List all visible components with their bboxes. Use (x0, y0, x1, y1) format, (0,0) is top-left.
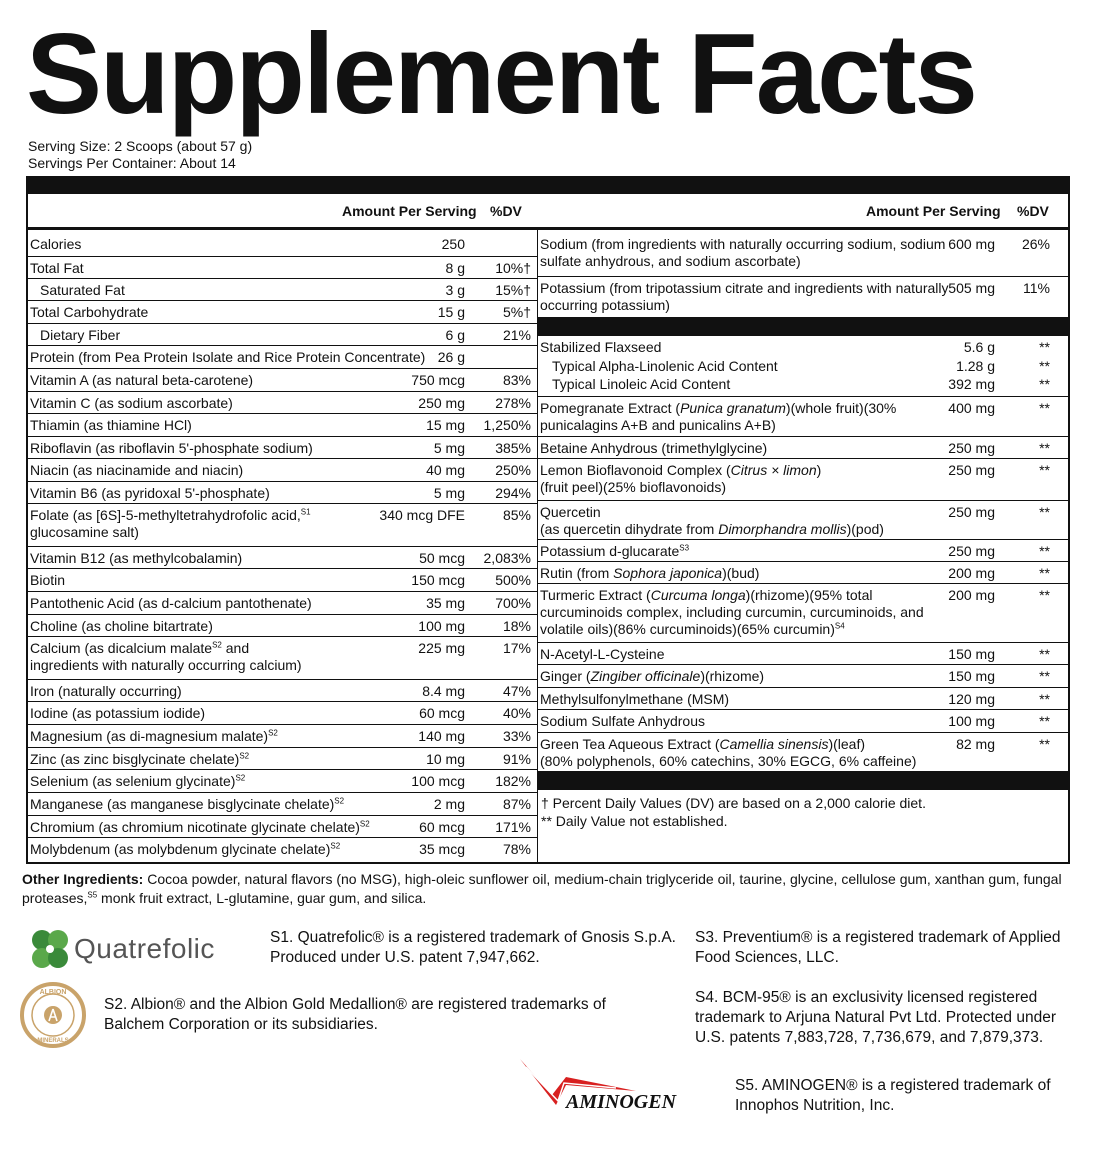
amount-header-right: Amount Per Serving (866, 203, 1001, 219)
nutrient-amount: 100 mg (948, 713, 995, 729)
label-text: Dietary Fiber (40, 327, 121, 343)
label-text: )(pod) (846, 521, 884, 537)
label-text-line2: (80% polyphenols, 60% catechins, 30% EGCG, 6% caffeine) (540, 753, 917, 769)
nutrient-amount: 225 mg (418, 640, 465, 656)
nutrient-label (540, 587, 924, 638)
latin-name: Zingiber officinale (590, 668, 701, 684)
footnote-mark: S5 (87, 890, 98, 900)
nutrient-amount: 200 mg (948, 565, 995, 581)
r-nutrient-row (538, 664, 1068, 687)
label-text: Green Tea Aqueous Extract ( (540, 736, 720, 752)
r-nutrient-row (538, 355, 1068, 373)
nutrient-dv: ** (1039, 646, 1050, 662)
r-nutrient-row (538, 561, 1068, 583)
label-text-line2: ingredients with naturally occurring calcium) (30, 657, 302, 673)
nutrient-dv: 5%† (502, 304, 531, 320)
nutrient-amount: 8.4 mg (422, 683, 465, 699)
l-nutrient-row (28, 815, 537, 837)
nutrient-label (552, 376, 730, 393)
nutrient-dv: 182% (495, 773, 531, 789)
nutrient-amount: 250 mg (948, 543, 995, 559)
other-ingredients-text: Cocoa powder, natural flavors (no MSG), high-oleic sunflower oil, medium-chain triglyceride oil, taurine, glycine, cellulose gum, xanthan gum, fungal proteases, (22, 871, 1062, 906)
nutrient-label (540, 504, 884, 538)
nutrient-label (540, 400, 896, 434)
r-nutrient-row (538, 687, 1068, 709)
nutrient-amount: 40 mg (426, 462, 465, 478)
nutrient-label (30, 683, 182, 700)
nutrient-label (540, 339, 661, 356)
nutrient-label (540, 691, 729, 708)
nutrient-label (40, 327, 120, 344)
nutrient-label (540, 668, 764, 685)
l-nutrient-row (28, 837, 537, 861)
l-nutrient-row (28, 233, 537, 256)
nutrient-label (30, 304, 148, 321)
nutrient-amount: 60 mcg (419, 819, 465, 835)
nutrient-label (540, 440, 767, 457)
nutrient-amount: 250 mg (418, 395, 465, 411)
nutrient-label (30, 773, 245, 790)
albion-bottom-text: MINERALS (37, 1038, 69, 1044)
nutrient-amount: 15 mg (426, 417, 465, 433)
quatrefolic-logo: Quatrefolic (74, 933, 215, 964)
latin-name: Dimorphandra mollis (718, 521, 847, 537)
nutrient-amount: 100 mg (418, 618, 465, 634)
nutrient-dv: 17% (502, 640, 531, 656)
aminogen-logo (516, 1055, 726, 1120)
footnote-mark: S2 (334, 796, 345, 806)
servings-per-container: Servings Per Container: About 14 (28, 155, 236, 171)
trademark-s2: S2. Albion® and the Albion Gold Medallion® are registered trademarks of Balchem Corporation or its subsidiaries. (104, 996, 606, 1033)
nutrient-amount: 250 mg (948, 462, 995, 478)
page-title: Supplement Facts (26, 11, 976, 138)
nutrient-amount: 392 mg (948, 376, 995, 392)
label-text: Sodium (from ingredients with naturally occurring sodium, sodium (540, 236, 946, 252)
nutrient-label (30, 572, 65, 589)
r-nutrient-row (538, 583, 1068, 642)
nutrient-dv: 87% (502, 796, 531, 812)
nutrient-label (30, 440, 313, 457)
label-text: Molybdenum (as molybdenum glycinate chelate) (30, 841, 331, 857)
label-text-line2: (fruit peel)(25% bioflavonoids) (540, 479, 726, 495)
label-text: )(rhizome)(95% total (745, 587, 873, 603)
nutrient-label (540, 646, 664, 663)
nutrient-label (30, 417, 192, 434)
l-nutrient-row (28, 481, 537, 503)
latin-name: Camellia sinensis (719, 736, 829, 752)
footnote-mark: S2 (235, 773, 246, 783)
nutrient-label (30, 260, 84, 277)
label-text: N-Acetyl-L-Cysteine (540, 646, 665, 662)
trademark-s1: S1. Quatrefolic® is a registered trademark of Gnosis S.p.A. Produced under U.S. patent 7,947,662. (270, 929, 676, 966)
nutrient-dv: 33% (502, 728, 531, 744)
latin-name: Sophora japonica (613, 565, 723, 581)
label-text: Niacin (as niacinamide and niacin) (30, 462, 244, 478)
label-text: Rutin (from (540, 565, 614, 581)
nutrient-amount: 250 mg (948, 504, 995, 520)
other-ingredients (22, 870, 1082, 908)
label-text: Saturated Fat (40, 282, 125, 298)
l-nutrient-row (28, 724, 537, 747)
nutrient-label (30, 841, 340, 858)
footnote-mark: S2 (268, 728, 278, 738)
label-text: Methylsulfonylmethane (MSM) (540, 691, 730, 707)
label-text: and (221, 640, 250, 656)
nutrient-amount: 6 g (445, 327, 465, 343)
l-nutrient-row (28, 546, 537, 568)
label-text-line2: curcuminoids complex, including curcumin, curcuminoids, and (540, 604, 924, 620)
label-text: Betaine Anhydrous (trimethylglycine) (540, 440, 768, 456)
nutrient-dv: 15%† (495, 282, 531, 298)
nutrient-amount: 400 mg (948, 400, 995, 416)
nutrient-amount: 750 mcg (411, 372, 465, 388)
nutrient-amount: 200 mg (948, 587, 995, 603)
nutrient-amount: 120 mg (948, 691, 995, 707)
quatrefolic-clover-icon (26, 926, 74, 974)
other-ingredients-label: Other Ingredients: (22, 871, 144, 887)
label-text: Vitamin C (as sodium ascorbate) (30, 395, 233, 411)
l-nutrient-row (28, 636, 537, 679)
l-nutrient-row (28, 769, 537, 792)
nutrient-label (30, 618, 213, 635)
l-nutrient-row (28, 256, 537, 278)
nutrient-dv: 47% (502, 683, 531, 699)
l-nutrient-row (28, 503, 537, 546)
label-text: Calories (30, 236, 82, 252)
l-nutrient-row (28, 701, 537, 724)
nutrient-amount: 50 mcg (419, 550, 465, 566)
footnote-mark: S2 (212, 640, 222, 650)
nutrient-label (540, 736, 916, 770)
label-text: )(rhizome) (700, 668, 765, 684)
r-nutrient-row (538, 539, 1068, 561)
nutrient-dv: ** (1039, 565, 1050, 581)
nutrient-dv: 171% (495, 819, 531, 835)
nutrient-label (30, 462, 243, 479)
albion-top-text: ALBION (39, 989, 67, 996)
label-text-line3: volatile oils)(86% curcuminoids)(65% curcumin) (540, 621, 835, 637)
label-text-line2: glucosamine salt) (30, 524, 139, 540)
l-nutrient-row (28, 413, 537, 436)
label-text: Vitamin B6 (as pyridoxal 5'-phosphate) (30, 485, 270, 501)
footnote-mark: S2 (239, 751, 250, 761)
l-nutrient-row (28, 368, 537, 391)
amount-header-left: Amount Per Serving (342, 203, 477, 219)
nutrient-dv: 26% (1021, 236, 1050, 252)
label-text-line2: punicalagins A+B and punicalins A+B) (540, 417, 776, 433)
label-text: Selenium (as selenium glycinate) (30, 773, 236, 789)
label-text: Lemon Bioflavonoid Complex ( (540, 462, 731, 478)
nutrient-dv: ** (1039, 587, 1050, 603)
label-text-line2: occurring potassium) (540, 297, 670, 313)
nutrient-label (30, 728, 278, 745)
nutrient-label (30, 550, 242, 567)
label-text: )(leaf) (828, 736, 866, 752)
nutrient-dv: ** (1039, 713, 1050, 729)
label-text: Pomegranate Extract ( (540, 400, 681, 416)
nutrient-dv: 500% (495, 572, 531, 588)
dv-footnote: † Percent Daily Values (DV) are based on a 2,000 calorie diet. (541, 795, 926, 811)
label-text: Vitamin A (as natural beta-carotene) (30, 372, 254, 388)
nutrient-label (30, 507, 311, 541)
nutrient-dv: ** (1039, 504, 1050, 520)
nutrient-dv: 40% (502, 705, 531, 721)
r-nutrient-row (538, 396, 1068, 436)
r-nutrient-row (538, 732, 1068, 771)
label-text: Riboflavin (as riboflavin 5'-phosphate sodium) (30, 440, 313, 456)
nutrient-amount: 3 g (445, 282, 465, 298)
nutrient-dv: 78% (502, 841, 531, 857)
nutrient-amount: 150 mg (948, 668, 995, 684)
nutrient-dv: 10%† (495, 260, 531, 276)
r-nutrient-row (538, 276, 1068, 317)
footnote-mark: S4 (834, 621, 845, 631)
l-nutrient-row (28, 391, 537, 413)
nutrient-label (30, 705, 205, 722)
label-text: Zinc (as zinc bisglycinate chelate) (30, 751, 240, 767)
label-text: Calcium (as dicalcium malate (30, 640, 213, 656)
nutrient-dv: 18% (502, 618, 531, 634)
trademark-s3: S3. Preventium® is a registered trademark of Applied Food Sciences, LLC. (695, 929, 1061, 966)
label-text: Quercetin (540, 504, 601, 520)
r-nutrient-row (538, 336, 1068, 355)
nutrient-amount: 1.28 g (956, 358, 995, 374)
label-text: Protein (from Pea Protein Isolate and Rice Protein Concentrate) (30, 349, 426, 365)
label-text: Iron (naturally occurring) (30, 683, 182, 699)
label-text: Magnesium (as di-magnesium malate) (30, 728, 269, 744)
l-nutrient-row (28, 458, 537, 481)
label-text: Sodium Sulfate Anhydrous (540, 713, 705, 729)
nutrient-dv: 91% (502, 751, 531, 767)
l-nutrient-row (28, 747, 537, 769)
nutrient-label (30, 395, 233, 412)
r-nutrient-row (538, 373, 1068, 396)
header-rule-left (28, 227, 537, 230)
nutrient-dv: 83% (502, 372, 531, 388)
nutrient-label (30, 819, 370, 836)
footnote-mark: S3 (679, 543, 690, 553)
nutrient-dv: 278% (495, 395, 531, 411)
nutrient-amount: 600 mg (948, 236, 995, 252)
label-text: Typical Alpha-Linolenic Acid Content (552, 358, 778, 374)
nutrient-dv: 385% (495, 440, 531, 456)
latin-name: Citrus × limon (730, 462, 817, 478)
nutrient-dv: ** (1039, 691, 1050, 707)
nutrient-dv: 21% (502, 327, 531, 343)
nutrient-label (40, 282, 125, 299)
nutrient-dv: ** (1039, 668, 1050, 684)
other-ingredients-text-cont: monk fruit extract, L-glutamine, guar gum, and silica. (97, 890, 427, 906)
r-nutrient-row (538, 500, 1068, 539)
nutrient-amount: 82 mg (956, 736, 995, 752)
nutrient-amount: 35 mcg (419, 841, 465, 857)
label-text: Choline (as choline bitartrate) (30, 618, 213, 634)
label-text-line2: (as quercetin dihydrate from (540, 521, 719, 537)
nutrient-amount: 150 mcg (411, 572, 465, 588)
r-nutrient-row (538, 436, 1068, 458)
nutrient-amount: 35 mg (426, 595, 465, 611)
nutrient-amount: 250 mg (948, 440, 995, 456)
label-text: Turmeric Extract ( (540, 587, 651, 603)
nutrient-dv: 250% (495, 462, 531, 478)
nutrient-label (30, 640, 302, 674)
label-text: )(whole fruit)(30% (785, 400, 897, 416)
nutrient-label (30, 595, 312, 612)
nutrient-amount: 150 mg (948, 646, 995, 662)
trademark-s4: S4. BCM-95® is an exclusivity licensed registered trademark to Arjuna Natural Pvt Ltd. Protected under U.S. patents 7,883,728, 7,736,679, and 7,879,373. (695, 989, 1056, 1046)
label-text: Potassium (from tripotassium citrate and ingredients with naturally (540, 280, 949, 296)
nutrient-dv: 11% (1023, 280, 1050, 296)
nutrient-amount: 5.6 g (963, 339, 995, 355)
nutrient-dv: 294% (495, 485, 531, 501)
l-nutrient-row (28, 323, 537, 345)
r-nutrient-row (538, 233, 1068, 276)
nutrient-amount: 10 mg (426, 751, 465, 767)
nutrient-dv: ** (1039, 543, 1050, 559)
l-nutrient-row (28, 614, 537, 636)
l-nutrient-row (28, 792, 537, 815)
label-text: Total Carbohydrate (30, 304, 149, 320)
nutrient-label (30, 751, 249, 768)
nutrient-amount: 5 mg (433, 440, 465, 456)
footnote-mark: S2 (330, 841, 341, 851)
aminogen-logo-text: AMINOGEN (566, 1091, 677, 1113)
r-nutrient-row (538, 642, 1068, 664)
header-rule-right (538, 227, 1068, 230)
nutrient-dv: ** (1039, 400, 1050, 416)
l-nutrient-row (28, 568, 537, 591)
top-bar (26, 176, 1070, 194)
section-bar (538, 317, 1068, 336)
nutrient-amount: 100 mcg (411, 773, 465, 789)
label-text: Iodine (as potassium iodide) (30, 705, 206, 721)
nutrient-amount: 8 g (445, 260, 465, 276)
label-text: Typical Linoleic Acid Content (552, 376, 731, 392)
r-nutrient-row (538, 709, 1068, 732)
nutrient-label (540, 543, 689, 560)
albion-seal-icon (18, 980, 88, 1050)
label-text: Folate (as [6S]-5-methyltetrahydrofolic acid, (30, 507, 301, 523)
nutrient-label (540, 462, 821, 496)
label-text: Total Fat (30, 260, 84, 276)
nutrient-label (540, 565, 759, 582)
l-nutrient-row (28, 436, 537, 458)
nutrient-amount: 5 mg (433, 485, 465, 501)
latin-name: Curcuma longa (650, 587, 746, 603)
label-text: Chromium (as chromium nicotinate glycinate chelate) (30, 819, 360, 835)
nutrient-amount: 505 mg (948, 280, 995, 296)
nutrient-amount: 60 mcg (419, 705, 465, 721)
label-text: Stabilized Flaxseed (540, 339, 662, 355)
footnote-mark: S1 (300, 507, 311, 517)
nutrient-amount: 250 (441, 236, 465, 252)
nutrient-label (30, 485, 270, 502)
nutrient-amount: 26 g (437, 349, 465, 365)
label-text: Manganese (as manganese bisglycinate chelate) (30, 796, 335, 812)
footnote-mark: S2 (359, 819, 370, 829)
nutrient-amount: 340 mcg DFE (379, 507, 465, 523)
l-nutrient-row (28, 300, 537, 323)
dv-header-right: %DV (1017, 203, 1049, 219)
nutrient-label (30, 236, 81, 253)
dv-header-left: %DV (490, 203, 522, 219)
l-nutrient-row (28, 591, 537, 614)
r-nutrient-row (538, 458, 1068, 500)
serving-size: Serving Size: 2 Scoops (about 57 g) (28, 138, 253, 154)
nutrient-label (30, 796, 344, 813)
not-established-footnote: ** Daily Value not established. (541, 813, 728, 829)
nutrient-amount: 15 g (437, 304, 465, 320)
nutrient-dv: ** (1039, 736, 1050, 752)
nutrient-dv: ** (1039, 440, 1050, 456)
label-text: Biotin (30, 572, 66, 588)
nutrient-dv: 700% (495, 595, 531, 611)
trademark-s5: S5. AMINOGEN® is a registered trademark of Innophos Nutrition, Inc. (735, 1077, 1051, 1114)
label-text: Ginger ( (540, 668, 591, 684)
nutrient-dv: ** (1039, 462, 1050, 478)
nutrient-dv: ** (1039, 376, 1050, 392)
nutrient-dv: 1,250% (483, 417, 531, 433)
nutrient-amount: 2 mg (433, 796, 465, 812)
latin-name: Punica granatum (680, 400, 786, 416)
nutrient-label (30, 372, 253, 389)
section-bar (538, 771, 1068, 790)
nutrient-dv: 2,083% (483, 550, 531, 566)
label-text: Potassium d-glucarate (540, 543, 680, 559)
label-text: Vitamin B12 (as methylcobalamin) (30, 550, 243, 566)
nutrient-dv: ** (1039, 358, 1050, 374)
label-text: Pantothenic Acid (as d-calcium pantothenate) (30, 595, 312, 611)
label-text: Thiamin (as thiamine HCl) (30, 417, 192, 433)
label-text: ) (816, 462, 822, 478)
l-nutrient-row (28, 278, 537, 300)
l-nutrient-row (28, 679, 537, 701)
label-text-line2: sulfate anhydrous, and sodium ascorbate) (540, 253, 801, 269)
nutrient-dv: 85% (502, 507, 531, 523)
label-text: )(bud) (722, 565, 760, 581)
l-nutrient-row (28, 345, 537, 368)
nutrient-label (540, 713, 705, 730)
nutrient-dv: ** (1039, 339, 1050, 355)
nutrient-amount: 140 mg (418, 728, 465, 744)
